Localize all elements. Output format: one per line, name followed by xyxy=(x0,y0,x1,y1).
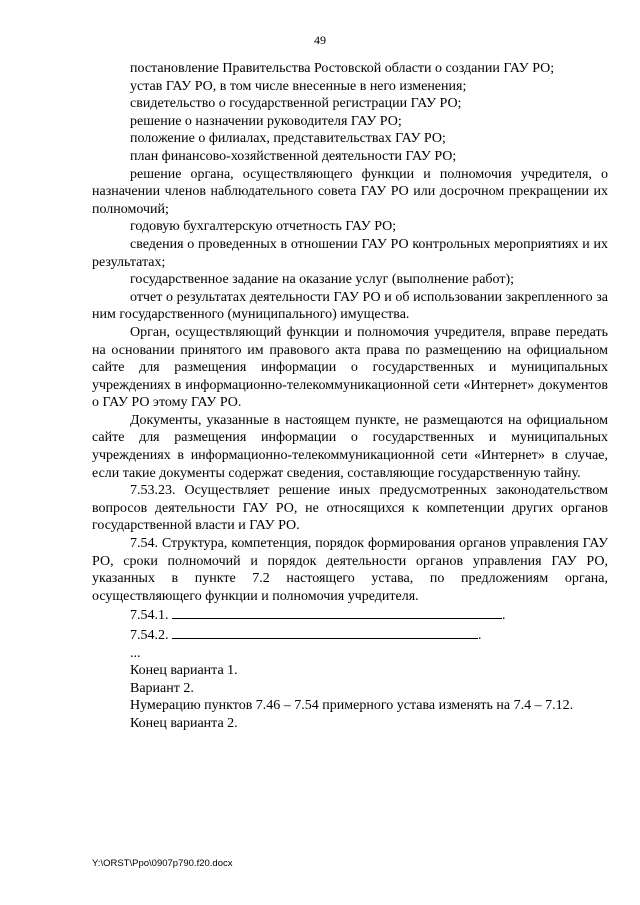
document-paragraph: Документы, указанные в настоящем пункте, не размещаются на официальном сайте для размещения информации о государственных и муниципальных учреждениях в информационно-телекоммуникационной сети «Интернет» в случае, если такие документы содержат сведения, составляющие государственную тайну. xyxy=(92,412,608,481)
document-body xyxy=(92,60,608,733)
numbering-note: Нумерацию пунктов 7.46 – 7.54 примерного устава изменять на 7.4 – 7.12. xyxy=(130,698,574,714)
variant-2-end: Конец варианта 2. xyxy=(130,715,238,731)
page-number: 49 xyxy=(314,33,326,47)
fill-in-line xyxy=(172,625,478,639)
blank-item-7-54-2: 7.54.2. . xyxy=(92,625,608,645)
blank-item-label: 7.54.1. xyxy=(130,608,169,624)
document-paragraph: решение о назначении руководителя ГАУ РО; xyxy=(130,113,402,129)
blank-item-7-54-1: 7.54.1. . xyxy=(92,605,608,625)
fill-in-line xyxy=(172,605,502,619)
document-paragraph: Орган, осуществляющий функции и полномочия учредителя, вправе передать на основании принятого им правового акта права по размещению на официальном сайте для размещения информации о государственных и муниципальных учреждениях в информационно-телекоммуникационной сети «Интернет» документов о ГАУ РО этому ГАУ РО. xyxy=(92,324,608,411)
document-paragraph: постановление Правительства Ростовской области о создании ГАУ РО; xyxy=(130,61,555,76)
document-paragraph: положение о филиалах, представительствах ГАУ РО; xyxy=(130,131,446,147)
clause-7-53-23: 7.53.23. Осуществляет решение иных предусмотренных законодательством вопросов деятельности ГАУ РО, не относящихся к компетенции других органов государственной власти и ГАУ РО. xyxy=(92,483,608,534)
document-paragraph: свидетельство о государственной регистрации ГАУ РО; xyxy=(130,96,462,112)
document-paragraph: государственное задание на оказание услуг (выполнение работ); xyxy=(130,272,515,288)
blank-item-label: 7.54.2. xyxy=(130,628,169,643)
clause-7-54: 7.54. Структура, компетенция, порядок формирования органов управления ГАУ РО, сроки полномочий и порядок деятельности органов управления ГАУ РО, указанных в пункте 7.2 настоящего устава, по предложениям органа, осуществляющего функции и полномочия учредителя. xyxy=(92,536,608,604)
ellipsis-line: ... xyxy=(130,645,141,661)
document-paragraph: годовую бухгалтерскую отчетность ГАУ РО; xyxy=(130,219,397,235)
variant-2-heading: Вариант 2. xyxy=(130,680,194,696)
footer-file-path: Y:\ORST\Ppo\0907p790.f20.docx xyxy=(92,858,233,869)
document-paragraph: устав ГАУ РО, в том числе внесенные в него изменения; xyxy=(130,78,467,94)
variant-1-end: Конец варианта 1. xyxy=(130,663,238,679)
document-paragraph: решение органа, осуществляющего функции и полномочия учредителя, о назначении членов наблюдательного совета ГАУ РО или досрочном прекращении их полномочий; xyxy=(92,166,608,217)
document-paragraph: сведения о проведенных в отношении ГАУ РО контрольных мероприятиях и их результатах; xyxy=(92,236,608,270)
document-paragraph: план финансово-хозяйственной деятельности ГАУ РО; xyxy=(130,148,457,164)
document-paragraph: отчет о результатах деятельности ГАУ РО и об использовании закрепленного за ним государственного (муниципального) имущества. xyxy=(92,289,608,323)
